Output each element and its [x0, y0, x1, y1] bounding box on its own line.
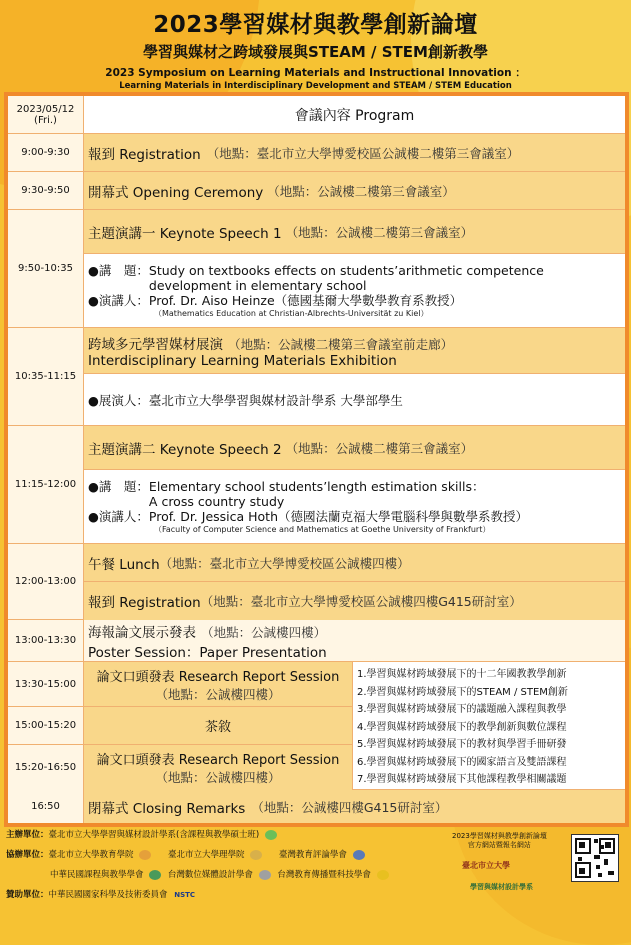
topic-line [88, 263, 625, 293]
speaker-label: ●演講人： [88, 293, 149, 308]
row-location: （地點：公誠樓二樓第三會議室） [267, 183, 455, 199]
row-content [84, 210, 625, 327]
tea-title: 茶敘 [204, 720, 231, 735]
session-topics [352, 662, 625, 789]
keynote-location: （地點：公誠樓二樓第三會議室） [285, 440, 474, 456]
speaker-label: ●演講人： [88, 509, 149, 524]
society-logo-icon [259, 870, 271, 880]
exhibition-title-en: Interdisciplinary Learning Materials Exhibition [88, 352, 397, 369]
speaker-name: Prof. Dr. Jessica Hoth（德國法蘭克福大學電腦科學與數學系教授） [148, 509, 529, 524]
row-content [84, 328, 625, 425]
topic-line-2: development in elementary school [148, 278, 367, 293]
time-cell: 13:00-13:30 [8, 620, 84, 661]
speaker-affiliation: （Mathematics Education at Christian-Albrechts-Universität zu Kiel） [154, 309, 429, 318]
poster-title-en: Poster Session：Paper Presentation [88, 644, 327, 661]
page-title: 2023學習媒材與教學創新論壇 [153, 12, 478, 38]
row-title: 報到 Registration [88, 146, 201, 163]
exhibition-title: 跨域多元學習媒材展演 [88, 336, 223, 353]
time-cell: 11:15-12:00 [8, 426, 84, 543]
session-1 [84, 662, 352, 707]
topic-line-2: A cross country study [148, 494, 285, 509]
topic-text [149, 263, 544, 293]
co-organizer: 臺灣教育評論學會 [278, 850, 347, 860]
topic-label: ●講 題： [88, 263, 149, 278]
host-line [6, 828, 277, 840]
topic-item: 4.學習與媒材跨域發展下的教學創新與數位課程 [357, 721, 567, 733]
table-row [8, 134, 625, 172]
afternoon-registration-band [84, 582, 625, 620]
website-note [452, 832, 547, 850]
keynote-details [84, 254, 625, 328]
time-cell: 16:50 [8, 790, 84, 823]
keynote-title: 主題演講二 Keynote Speech 2 [88, 441, 282, 458]
co-organizer: 臺北市立大學理學院 [167, 850, 245, 860]
closing-location: （地點：公誠樓四樓G415研討室） [251, 799, 448, 815]
society-logo-icon [149, 870, 161, 880]
table-row [8, 790, 625, 823]
lunch-location: （地點：臺北市立大學博愛校區公誠樓四樓） [159, 555, 410, 571]
exhibitor-line: ●展演人：臺北市立大學學習與媒材設計學系 大學部學生 [88, 392, 403, 408]
topic-item: 3.學習與媒材跨域發展下的議題融入課程與教學 [357, 704, 567, 715]
topic-line-1: Elementary school students’length estimation skills： [148, 479, 485, 494]
time-cell: 9:00-9:30 [8, 134, 84, 171]
topic-text [149, 479, 485, 509]
row-title: 開幕式 Opening Ceremony [88, 184, 264, 201]
lunch-title: 午餐 Lunch [88, 556, 160, 573]
table-row [8, 620, 625, 662]
co-organizer: 中華民國課程與教學學會 [50, 870, 144, 880]
row-content [84, 172, 625, 209]
co-organizer: 臺北市立大學教育學院 [48, 850, 134, 860]
english-subtitle: Learning Materials in Interdisciplinary Development and STEAM / STEM Education [119, 81, 512, 91]
date-cell [8, 96, 84, 133]
english-title: 2023 Symposium on Learning Materials and Instructional Innovation ： [105, 67, 526, 79]
time-cell: 10:35-11:15 [8, 328, 84, 425]
topic-item: 7.學習與媒材跨域發展下其他課程教學相關議題 [357, 774, 567, 785]
program-table [4, 92, 629, 827]
co-organizer: 台灣數位媒體設計學會 [167, 870, 253, 880]
co-organizer: 台灣教育傳播暨科技學會 [277, 870, 371, 880]
table-row [8, 210, 625, 328]
website-note-line-1: 2023學習媒材與教學創新論壇 [452, 832, 547, 840]
row-location: （地點：臺北市立大學博愛校區公誠樓二樓第三會議室） [206, 145, 520, 161]
closing-title: 閉幕式 Closing Remarks [88, 800, 246, 817]
co-organizer-line-1 [6, 848, 365, 860]
row-content [84, 426, 625, 543]
session-location: （地點：公誠樓四樓） [155, 686, 281, 702]
sponsor-label: 贊助單位： [6, 890, 49, 900]
society-logo-icon [377, 870, 389, 880]
topic-line [88, 479, 625, 509]
program-heading: 會議內容 Program [294, 107, 415, 124]
registration-location: （地點：臺北市立大學博愛校區公誠樓四樓G415研討室） [200, 594, 522, 609]
college-logo-icon [250, 850, 262, 860]
session-2 [84, 745, 352, 790]
session-location: （地點：公誠樓四樓） [155, 770, 281, 785]
footer [0, 826, 631, 905]
dept-logo-icon [265, 830, 277, 840]
host-label: 主辦單位： [6, 830, 49, 840]
topic-label: ●講 題： [88, 479, 149, 494]
topic-line-1: Study on textbooks effects on students’arithmetic competence [148, 263, 544, 278]
department-logo-icon: 學習與媒材設計學系 [470, 883, 533, 891]
university-logo-icon: 臺北市立大學 [462, 861, 510, 870]
co-label: 協辦單位： [6, 850, 49, 860]
exhibitor-section [84, 374, 625, 426]
time-cell: 9:50-10:35 [8, 210, 84, 327]
row-content [84, 544, 625, 619]
exhibition-location: （地點：公誠樓二樓第三會議室前走廊） [228, 336, 454, 352]
sponsor-name: 中華民國國家科學及技術委員會 [48, 890, 168, 900]
table-row [8, 544, 625, 620]
keynote-title-band [84, 210, 625, 254]
table-row [8, 328, 625, 426]
topic-item: 1.學習與媒材跨域發展下的十二年國教教學創新 [357, 669, 567, 680]
exhibition-title-line [88, 333, 625, 353]
keynote-details [84, 470, 625, 544]
registration-title: 報到 Registration [88, 595, 201, 611]
website-note-line-2: 官方網站暨報名網站 [467, 841, 531, 849]
day-text: (Fri.) [34, 114, 57, 126]
lunch-band [84, 544, 625, 582]
session-title: 論文口頭發表 Research Report Session [96, 669, 340, 685]
exhibition-band [84, 328, 625, 374]
table-row [8, 426, 625, 544]
speaker-affiliation: （Faculty of Computer Science and Mathematics at Goethe University of Frankfurt） [154, 525, 491, 534]
row-content [84, 620, 625, 661]
topic-item: 6.學習與媒材跨域發展下的國家語言及雙語課程 [357, 756, 567, 768]
poster-title: 海報論文展示發表 [88, 624, 196, 641]
row-content [84, 662, 625, 789]
speaker-line [88, 509, 625, 524]
qr-code-icon[interactable] [571, 834, 619, 882]
poster-location: （地點：公誠樓四樓） [201, 624, 327, 640]
time-cell: 9:30-9:50 [8, 172, 84, 209]
sponsor-line [6, 888, 195, 900]
table-header-row [8, 96, 625, 134]
date-text: 2023/05/12 [16, 103, 75, 115]
table-row [8, 172, 625, 210]
nstc-logo-icon: NSTC [174, 891, 196, 899]
poster-title-line [88, 621, 625, 641]
keynote-location: （地點：公誠樓二樓第三會議室） [285, 224, 474, 240]
speaker-line [88, 293, 625, 308]
page-subtitle: 學習與媒材之跨域發展與STEAM / STEM創新教學 [143, 43, 488, 61]
time-cell: 15:00-15:20 [8, 707, 84, 745]
oral-session-block [8, 662, 625, 790]
row-content [84, 134, 625, 171]
time-cell: 13:30-15:00 [8, 662, 84, 707]
topic-item: 5.學習與媒材跨域發展下的教材與學習手冊研發 [357, 739, 567, 750]
keynote-title: 主題演講一 Keynote Speech 1 [88, 225, 282, 242]
page-header [0, 0, 631, 91]
tea-break [84, 707, 352, 745]
host-name: 臺北市立大學學習與媒材設計學系(含課程與教學碩士班) [48, 830, 260, 840]
speaker-name: Prof. Dr. Aiso Heinze（德國基爾大學數學教育系教授） [148, 293, 463, 308]
time-cell: 12:00-13:00 [8, 544, 84, 619]
college-logo-icon [139, 850, 151, 860]
topic-item: 2.學習與媒材跨域發展下的STEAM / STEM創新 [357, 686, 568, 698]
co-organizer-line-2 [6, 868, 389, 880]
keynote-title-band [84, 426, 625, 470]
time-cell: 15:20-16:50 [8, 745, 84, 790]
society-logo-icon [353, 850, 365, 860]
row-content [84, 790, 625, 823]
session-title: 論文口頭發表 Research Report Session [96, 753, 340, 768]
